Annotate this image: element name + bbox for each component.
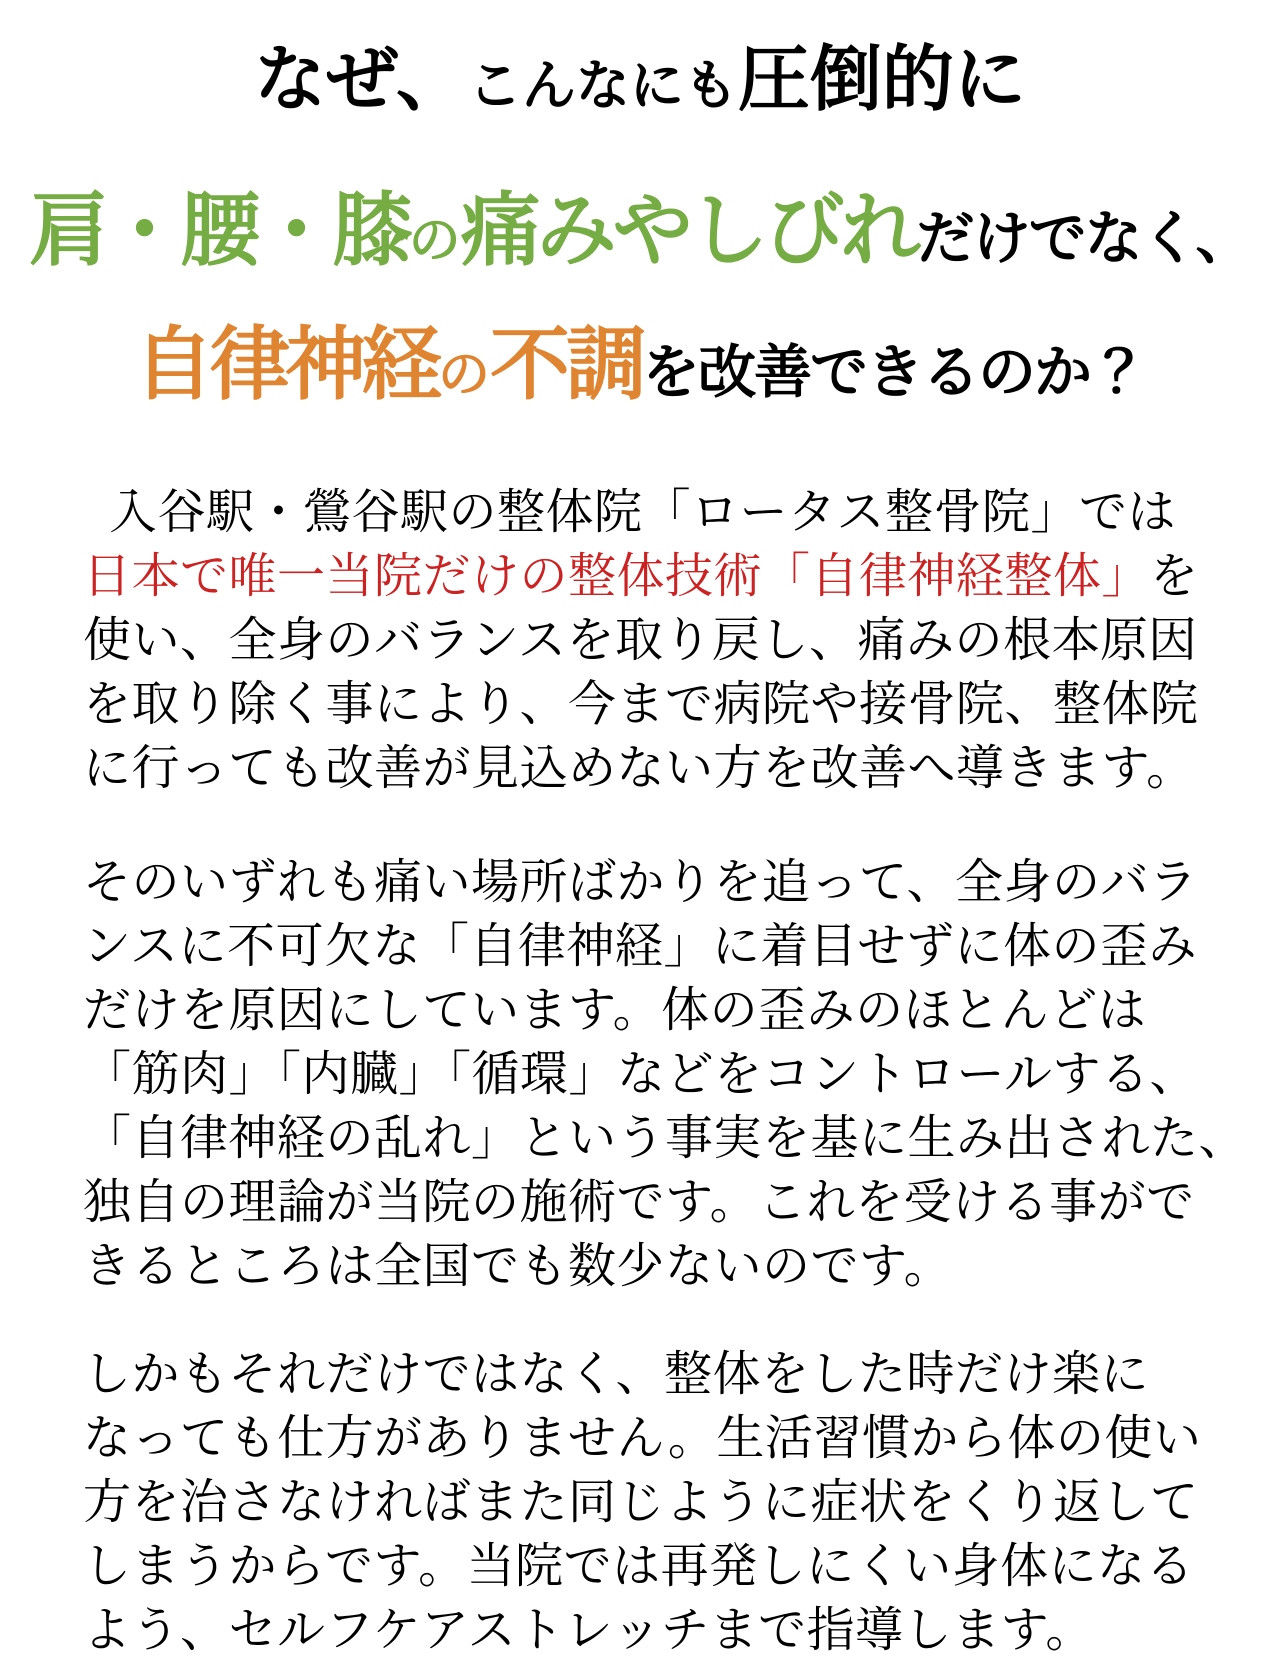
explanation-line-5: 「自律神経の乱れ」という事実を基に生み出された、 — [83, 1112, 1248, 1165]
headline-green-symptoms: 痛みやしびれ — [460, 188, 917, 276]
paragraph-aftercare — [83, 1343, 1240, 1663]
explanation-line-2: ンスに不可欠な「自律神経」に着目せずに体の歪み — [83, 920, 1198, 973]
intro-line-4: を取り除く事により、今まで病院や接骨院、整体院 — [83, 678, 1199, 731]
aftercare-line-4: しまうからです。当院では再発しにくい身体になる — [83, 1540, 1195, 1593]
explanation-line-6: 独自の理論が当院の施術です。これを受ける事がで — [83, 1176, 1195, 1229]
headline-orange-particle: の — [437, 347, 490, 404]
headline-line-3 — [0, 319, 1280, 435]
aftercare-line-1: しかもそれだけではなく、整体をした時だけ楽に — [83, 1348, 1150, 1401]
headline-orange-disorder: 不調 — [490, 322, 642, 410]
paragraph-explanation — [83, 851, 1248, 1299]
explanation-line-7: きるところは全国でも数少ないのです。 — [83, 1240, 953, 1293]
intro-line-5: に行っても改善が見込めない方を改善へ導きます。 — [83, 742, 1195, 795]
headline-line1-lead: なぜ、 — [254, 40, 468, 120]
headline — [0, 0, 1280, 435]
explanation-line-1: そのいずれも痛い場所ばかりを追って、全身のバラ — [83, 856, 1198, 909]
aftercare-line-2: なっても仕方がありません。生活習慣から体の使い — [83, 1412, 1202, 1465]
explanation-line-3: だけを原因にしています。体の歪みのほとんどは — [83, 984, 1147, 1037]
explanation-line-4: 「筋肉」「内臓」「循環」などをコントロールする、 — [83, 1048, 1199, 1101]
aftercare-line-3: 方を治さなければまた同じように症状をくり返して — [83, 1476, 1199, 1529]
aftercare-line-5: よう、セルフケアストレッチまで指導します。 — [83, 1604, 1094, 1657]
headline-green-particle: の — [408, 213, 461, 270]
headline-line1-tail: 圧倒的に — [737, 40, 1026, 120]
body-text — [0, 481, 1280, 1663]
headline-line2-black-tail: だけでなく、 — [916, 206, 1252, 271]
headline-line-2 — [0, 180, 1280, 306]
headline-line3-black-tail: を改善できるのか？ — [642, 340, 1147, 405]
intro-line-2-tail: を — [1150, 550, 1199, 603]
intro-line-2 — [83, 545, 1240, 609]
headline-line1-mid: こんなにも — [467, 56, 738, 116]
intro-line-1: 入谷駅・鶯谷駅の整体院「ロータス整骨院」では — [109, 486, 1177, 539]
intro-line-3: 使い、全身のバランスを取り戻し、痛みの根本原因 — [83, 614, 1198, 667]
intro-line-2-red-highlight: 日本で唯一当院だけの整体技術「自律神経整体」 — [83, 550, 1151, 603]
headline-line-1 — [0, 33, 1280, 147]
paragraph-intro — [83, 481, 1240, 801]
headline-orange-autonomic: 自律神経 — [133, 322, 438, 410]
headline-green-body-parts: 肩・腰・膝 — [28, 188, 409, 276]
